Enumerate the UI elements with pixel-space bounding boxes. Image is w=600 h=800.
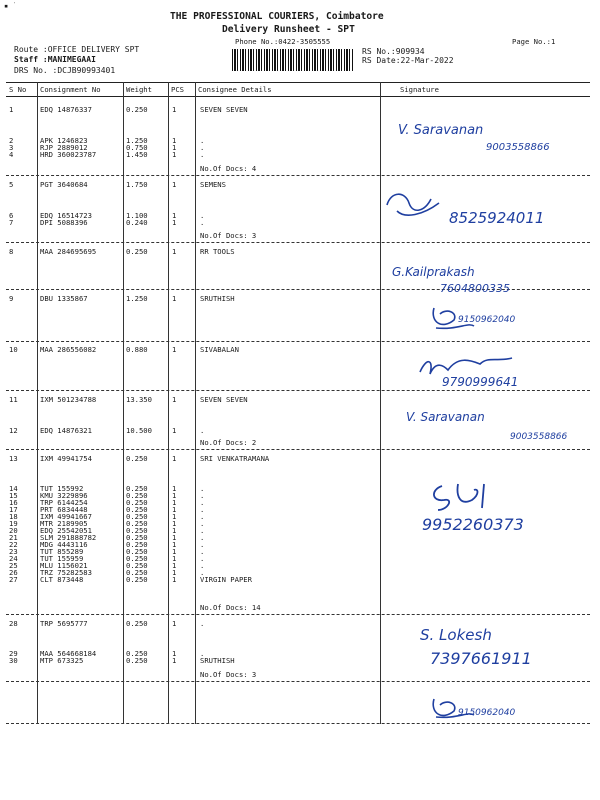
company-title: THE PROFESSIONAL COURIERS, Coimbatore bbox=[170, 11, 384, 22]
cell-consignment-no: TUT 155959 bbox=[40, 554, 84, 563]
cell-pcs: 1 bbox=[172, 526, 177, 535]
signature-handwritten bbox=[392, 262, 582, 298]
svg-text:V. Saravanan: V. Saravanan bbox=[398, 123, 484, 138]
cell-consignee: . bbox=[200, 619, 205, 628]
cell-sno: 7 bbox=[9, 218, 14, 227]
cell-consignment-no: IXM 501234788 bbox=[40, 395, 97, 404]
cell-pcs: 1 bbox=[172, 498, 177, 507]
signature-handwritten bbox=[428, 693, 578, 725]
cell-weight: 1.750 bbox=[126, 180, 148, 189]
cell-consignee: . bbox=[200, 143, 205, 152]
cell-consignee: . bbox=[200, 505, 205, 514]
cell-sno: 12 bbox=[9, 426, 18, 435]
group-separator bbox=[6, 242, 590, 243]
svg-text:G.Kailprakash: G.Kailprakash bbox=[392, 265, 475, 279]
runsheet-title: Delivery Runsheet - SPT bbox=[222, 24, 355, 35]
cell-pcs: 1 bbox=[172, 345, 177, 354]
signature-handwritten bbox=[420, 480, 590, 538]
cell-pcs: 1 bbox=[172, 561, 177, 570]
signature-handwritten bbox=[420, 622, 590, 674]
column-divider bbox=[37, 82, 38, 724]
cell-weight: 0.250 bbox=[126, 484, 148, 493]
svg-text:9790999641: 9790999641 bbox=[442, 375, 519, 389]
cell-pcs: 1 bbox=[172, 150, 177, 159]
cell-consignment-no: EDQ 14876321 bbox=[40, 426, 92, 435]
cell-sno: 1 bbox=[9, 105, 14, 114]
staff-label: Staff :MANIMEGAAI bbox=[14, 55, 96, 64]
cell-pcs: 1 bbox=[172, 505, 177, 514]
group-separator bbox=[6, 449, 590, 450]
cell-sno: 14 bbox=[9, 484, 18, 493]
svg-text:V. Saravanan: V. Saravanan bbox=[406, 410, 485, 424]
cell-consignee: SRUTHISH bbox=[200, 294, 235, 303]
cell-weight: 0.250 bbox=[126, 533, 148, 542]
cell-sno: 5 bbox=[9, 180, 14, 189]
cell-pcs: 1 bbox=[172, 454, 177, 463]
cell-pcs: 1 bbox=[172, 180, 177, 189]
group-separator bbox=[6, 341, 590, 342]
route-label: Route :OFFICE DELIVERY SPT bbox=[14, 45, 140, 54]
cell-consignee: VIRGIN PAPER bbox=[200, 575, 252, 584]
cell-pcs: 1 bbox=[172, 649, 177, 658]
cell-consignee: RR TOOLS bbox=[200, 247, 235, 256]
cell-weight: 0.250 bbox=[126, 519, 148, 528]
column-header-signature: Signature bbox=[400, 85, 439, 94]
cell-consignment-no: IXM 49941754 bbox=[40, 454, 92, 463]
cell-consignee: . bbox=[200, 150, 205, 159]
cell-consignee: . bbox=[200, 561, 205, 570]
cell-consignment-no: TRP 6144254 bbox=[40, 498, 88, 507]
cell-sno: 8 bbox=[9, 247, 14, 256]
cell-sno: 29 bbox=[9, 649, 18, 658]
cell-sno: 30 bbox=[9, 656, 18, 665]
cell-sno: 13 bbox=[9, 454, 18, 463]
cell-consignment-no: PGT 3640684 bbox=[40, 180, 88, 189]
cell-pcs: 1 bbox=[172, 491, 177, 500]
svg-text:9150962040: 9150962040 bbox=[458, 315, 516, 325]
cell-consignment-no: MTR 2189905 bbox=[40, 519, 88, 528]
cell-weight: 0.250 bbox=[126, 568, 148, 577]
cell-weight: 0.250 bbox=[126, 454, 148, 463]
phone-number: Phone No.:0422-3505555 bbox=[235, 37, 331, 46]
cell-sno: 9 bbox=[9, 294, 14, 303]
cell-sno: 21 bbox=[9, 533, 18, 542]
cell-weight: 0.250 bbox=[126, 649, 148, 658]
svg-text:S. Lokesh: S. Lokesh bbox=[420, 626, 492, 644]
cell-pcs: 1 bbox=[172, 575, 177, 584]
cell-pcs: 1 bbox=[172, 519, 177, 528]
cell-weight: 0.250 bbox=[126, 619, 148, 628]
cell-consignee: . bbox=[200, 426, 205, 435]
cell-consignment-no: MLU 1156021 bbox=[40, 561, 88, 570]
cell-sno: 17 bbox=[9, 505, 18, 514]
cell-consignment-no: MAA 564668184 bbox=[40, 649, 97, 658]
cell-consignment-no: IXM 49941667 bbox=[40, 512, 92, 521]
cell-consignee: SEVEN SEVEN bbox=[200, 395, 248, 404]
column-header-pcs: PCS bbox=[171, 85, 184, 94]
cell-consignee: . bbox=[200, 491, 205, 500]
group-separator bbox=[6, 175, 590, 176]
cell-consignee: SEMENS bbox=[200, 180, 226, 189]
cell-consignment-no: EDQ 16514723 bbox=[40, 211, 92, 220]
cell-weight: 0.250 bbox=[126, 505, 148, 514]
cell-consignment-no: TUT 855289 bbox=[40, 547, 84, 556]
svg-text:9952260373: 9952260373 bbox=[422, 515, 524, 534]
cell-consignee: . bbox=[200, 568, 205, 577]
cell-sno: 4 bbox=[9, 150, 14, 159]
cell-pcs: 1 bbox=[172, 395, 177, 404]
cell-weight: 0.750 bbox=[126, 143, 148, 152]
signature-handwritten bbox=[418, 350, 598, 392]
cell-consignment-no: DPI 5088396 bbox=[40, 218, 88, 227]
cell-consignee: . bbox=[200, 554, 205, 563]
doc-count: No.Of Docs: 3 bbox=[200, 231, 257, 240]
cell-sno: 15 bbox=[9, 491, 18, 500]
column-header-weight: Weight bbox=[126, 85, 152, 94]
cell-pcs: 1 bbox=[172, 656, 177, 665]
cell-consignee: . bbox=[200, 498, 205, 507]
cell-pcs: 1 bbox=[172, 554, 177, 563]
cell-pcs: 1 bbox=[172, 484, 177, 493]
cell-pcs: 1 bbox=[172, 533, 177, 542]
cell-sno: 25 bbox=[9, 561, 18, 570]
cell-weight: 0.240 bbox=[126, 218, 148, 227]
column-header-consignee: Consignee Details bbox=[198, 85, 272, 94]
page-number: Page No.:1 bbox=[512, 37, 556, 46]
cell-sno: 22 bbox=[9, 540, 18, 549]
cell-weight: 1.250 bbox=[126, 294, 148, 303]
cell-weight: 0.250 bbox=[126, 547, 148, 556]
group-separator bbox=[6, 681, 590, 682]
cell-pcs: 1 bbox=[172, 247, 177, 256]
rs-number: RS No.:909934 bbox=[362, 47, 425, 56]
cell-sno: 20 bbox=[9, 526, 18, 535]
cell-pcs: 1 bbox=[172, 547, 177, 556]
cell-pcs: 1 bbox=[172, 540, 177, 549]
cell-weight: 0.880 bbox=[126, 345, 148, 354]
cell-consignee: . bbox=[200, 547, 205, 556]
doc-count: No.Of Docs: 3 bbox=[200, 670, 257, 679]
cell-consignee: . bbox=[200, 533, 205, 542]
cell-weight: 13.350 bbox=[126, 395, 152, 404]
cell-consignee: . bbox=[200, 519, 205, 528]
svg-text:9003558866: 9003558866 bbox=[486, 142, 550, 153]
corner-marks: ▪ ˙ bbox=[4, 2, 17, 10]
cell-consignment-no: TRP 5695777 bbox=[40, 619, 88, 628]
column-header-consignment: Consignment No bbox=[40, 85, 101, 94]
cell-consignee: SIVABALAN bbox=[200, 345, 239, 354]
cell-weight: 0.250 bbox=[126, 526, 148, 535]
doc-count: No.Of Docs: 4 bbox=[200, 164, 257, 173]
signature-handwritten bbox=[428, 300, 578, 338]
cell-consignment-no: EDQ 25542051 bbox=[40, 526, 92, 535]
signature-handwritten bbox=[398, 120, 578, 166]
cell-weight: 1.100 bbox=[126, 211, 148, 220]
svg-text:7397661911: 7397661911 bbox=[430, 649, 532, 668]
cell-consignment-no: DBU 1335867 bbox=[40, 294, 88, 303]
cell-sno: 19 bbox=[9, 519, 18, 528]
cell-pcs: 1 bbox=[172, 105, 177, 114]
doc-count: No.Of Docs: 2 bbox=[200, 438, 257, 447]
cell-consignee: SEVEN SEVEN bbox=[200, 105, 248, 114]
cell-consignee: . bbox=[200, 526, 205, 535]
cell-weight: 0.250 bbox=[126, 105, 148, 114]
cell-consignment-no: CLT 873448 bbox=[40, 575, 84, 584]
cell-pcs: 1 bbox=[172, 619, 177, 628]
cell-consignment-no: TUT 155992 bbox=[40, 484, 84, 493]
cell-sno: 28 bbox=[9, 619, 18, 628]
cell-weight: 0.250 bbox=[126, 561, 148, 570]
cell-weight: 1.450 bbox=[126, 150, 148, 159]
cell-consignment-no: MAA 284695695 bbox=[40, 247, 97, 256]
signature-handwritten bbox=[406, 407, 586, 445]
cell-weight: 10.500 bbox=[126, 426, 152, 435]
cell-pcs: 1 bbox=[172, 568, 177, 577]
cell-pcs: 1 bbox=[172, 218, 177, 227]
cell-weight: 0.250 bbox=[126, 512, 148, 521]
svg-text:7604800335: 7604800335 bbox=[440, 282, 510, 295]
cell-sno: 23 bbox=[9, 547, 18, 556]
table-top-border bbox=[6, 82, 590, 83]
column-divider bbox=[168, 82, 169, 724]
barcode bbox=[232, 49, 354, 71]
cell-sno: 26 bbox=[9, 568, 18, 577]
column-divider bbox=[123, 82, 124, 724]
cell-consignment-no: MDG 4443116 bbox=[40, 540, 88, 549]
cell-sno: 3 bbox=[9, 143, 14, 152]
cell-pcs: 1 bbox=[172, 294, 177, 303]
cell-weight: 0.250 bbox=[126, 656, 148, 665]
cell-consignment-no: PRT 6834448 bbox=[40, 505, 88, 514]
cell-consignment-no: KMU 3229896 bbox=[40, 491, 88, 500]
cell-consignee: SRI VENKATRAMANA bbox=[200, 454, 270, 463]
cell-sno: 16 bbox=[9, 498, 18, 507]
cell-consignment-no: TRZ 75282583 bbox=[40, 568, 92, 577]
cell-consignee: . bbox=[200, 512, 205, 521]
cell-pcs: 1 bbox=[172, 136, 177, 145]
group-separator bbox=[6, 614, 590, 615]
table-header-border bbox=[6, 96, 590, 97]
cell-sno: 2 bbox=[9, 136, 14, 145]
cell-consignee: . bbox=[200, 484, 205, 493]
svg-text:9150962040: 9150962040 bbox=[458, 708, 516, 718]
cell-weight: 0.250 bbox=[126, 498, 148, 507]
cell-consignment-no: SLM 291888782 bbox=[40, 533, 97, 542]
cell-consignment-no: RJP 2889012 bbox=[40, 143, 88, 152]
cell-consignment-no: MAA 286556082 bbox=[40, 345, 97, 354]
svg-text:8525924011: 8525924011 bbox=[449, 209, 545, 227]
column-divider bbox=[195, 82, 196, 724]
column-divider bbox=[380, 82, 381, 724]
rs-date: RS Date:22-Mar-2022 bbox=[362, 56, 454, 65]
cell-pcs: 1 bbox=[172, 426, 177, 435]
cell-pcs: 1 bbox=[172, 211, 177, 220]
cell-weight: 1.250 bbox=[126, 136, 148, 145]
cell-weight: 0.250 bbox=[126, 554, 148, 563]
cell-weight: 0.250 bbox=[126, 540, 148, 549]
cell-consignee: . bbox=[200, 649, 205, 658]
cell-pcs: 1 bbox=[172, 512, 177, 521]
cell-weight: 0.250 bbox=[126, 247, 148, 256]
cell-sno: 6 bbox=[9, 211, 14, 220]
cell-consignee: . bbox=[200, 218, 205, 227]
cell-consignee: . bbox=[200, 540, 205, 549]
cell-sno: 27 bbox=[9, 575, 18, 584]
cell-consignment-no: HRD 360023787 bbox=[40, 150, 97, 159]
cell-sno: 18 bbox=[9, 512, 18, 521]
cell-consignment-no: APK 1246823 bbox=[40, 136, 88, 145]
cell-pcs: 1 bbox=[172, 143, 177, 152]
doc-count: No.Of Docs: 14 bbox=[200, 603, 261, 612]
signature-handwritten bbox=[383, 185, 583, 237]
cell-consignee: . bbox=[200, 211, 205, 220]
column-header-sno: S No bbox=[9, 85, 27, 94]
drs-number: DRS No. :DCJB90993401 bbox=[14, 66, 116, 75]
cell-consignment-no: EDQ 14876337 bbox=[40, 105, 92, 114]
cell-consignee: . bbox=[200, 136, 205, 145]
cell-weight: 0.250 bbox=[126, 491, 148, 500]
cell-sno: 11 bbox=[9, 395, 18, 404]
svg-text:9003558866: 9003558866 bbox=[510, 432, 568, 442]
cell-sno: 10 bbox=[9, 345, 18, 354]
cell-consignee: SRUTHISH bbox=[200, 656, 235, 665]
cell-sno: 24 bbox=[9, 554, 18, 563]
cell-consignment-no: MTP 673325 bbox=[40, 656, 84, 665]
cell-weight: 0.250 bbox=[126, 575, 148, 584]
